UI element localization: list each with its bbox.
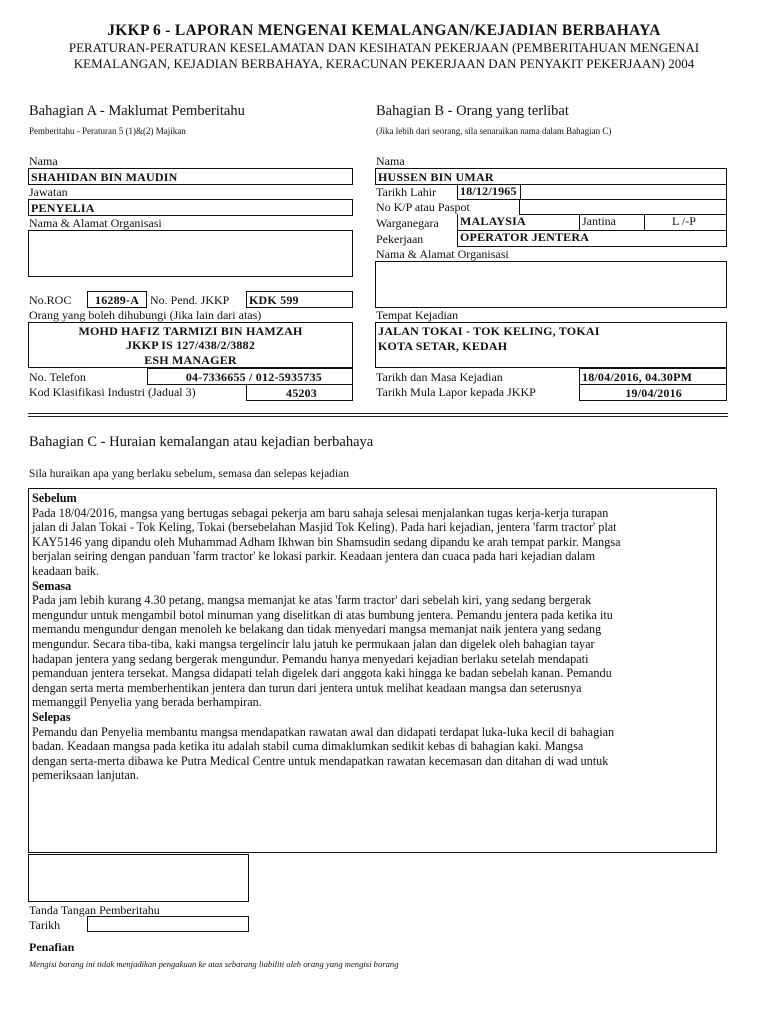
- b-tempat-line1: JALAN TOKAI - TOK KELING, TOKAI: [378, 324, 600, 338]
- section-b-heading: Bahagian B - Orang yang terlibat: [376, 103, 569, 119]
- narrative-line: jalan di Jalan Tokai - Tok Keling, Tokai (bersebelahan Masjid Tok Keling). Pada hari kejadian, jentera 'farm tractor' plat: [32, 520, 617, 535]
- b-nama-label: Nama: [376, 154, 405, 168]
- form-title: JKKP 6 - LAPORAN MENGENAI KEMALANGAN/KEJADIAN BERBAHAYA: [107, 22, 661, 39]
- signature-box[interactable]: [28, 854, 249, 902]
- selepas-heading: Selepas: [32, 709, 71, 724]
- b-lapor-label: Tarikh Mula Lapor kepada JKKP: [376, 385, 536, 399]
- a-kod-field[interactable]: [246, 384, 353, 401]
- a-nama-field[interactable]: [28, 168, 353, 185]
- a-roc-label: No.ROC: [29, 293, 72, 307]
- a-jawatan-field[interactable]: [28, 199, 353, 216]
- a-contact-cert: JKKP IS 127/438/2/3882: [125, 338, 256, 352]
- b-tempat-field[interactable]: [375, 322, 727, 368]
- narrative-line: keadaan baik.: [32, 563, 99, 578]
- selepas-text: [32, 725, 713, 783]
- section-a-note: Pemberitahu - Peraturan 5 (1)&(2) Majikan: [29, 126, 186, 136]
- incident-description-box[interactable]: [28, 488, 717, 853]
- form-subtitle-line1: PERATURAN-PERATURAN KESELAMATAN DAN KESIHATAN PEKERJAAN (PEMBERITAHUAN MENGENAI: [68, 40, 700, 55]
- a-pend-label: No. Pend. JKKP: [150, 293, 230, 307]
- a-jawatan-value: PENYELIA: [31, 201, 95, 215]
- a-org-label: Nama & Alamat Organisasi: [29, 216, 162, 230]
- narrative-line: badan. Keadaan mangsa pada ketika itu adalah stabil cuma dimaklumkan sedikit kebas di bahagian kaki. Mangsa: [32, 739, 584, 754]
- b-kp-label: No K/P atau Paspot: [376, 200, 470, 214]
- b-nama-field[interactable]: [375, 168, 727, 185]
- sebelum-heading: Sebelum: [32, 491, 77, 505]
- section-divider-top: [28, 413, 728, 414]
- b-masa-label: Tarikh dan Masa Kejadian: [376, 370, 503, 384]
- a-roc-field[interactable]: [87, 291, 147, 308]
- b-lapor-field[interactable]: [579, 384, 727, 401]
- sebelum-text: [32, 506, 713, 579]
- a-contact-label: Orang yang boleh dihubungi (Jika lain dari atas): [29, 308, 262, 322]
- b-warga-value: MALAYSIA: [460, 214, 526, 228]
- b-masa-value: 18/04/2016, 04.30PM: [582, 370, 693, 384]
- narrative-line: dengan serta-merta dibawa ke Putra Medical Centre untuk mendapatkan rawatan kecemasan dan ditahan di wad untuk: [32, 753, 609, 768]
- narrative-line: mengundur untuk mengambil botol minuman yang diselitkan di atas bumbung jentera. Pemandu jentera pada ketika itu: [32, 607, 613, 622]
- b-tempat-line2: KOTA SETAR, KEDAH: [378, 339, 508, 353]
- narrative-line: Pemandu dan Penyelia membantu mangsa mendapatkan rawatan awal dan didapati terdapat luka-luka kecil di bahagian: [32, 724, 615, 739]
- narrative-line: berjalan seiring dengan panduan 'farm tractor' ke lokasi parkir. Keadaan jentera dan cuaca pada hari kejadian dalam: [32, 549, 596, 564]
- b-warga-divider: [579, 214, 580, 230]
- narrative-line: memanggil Penyelia yang berada berhampiran.: [32, 695, 262, 710]
- narrative-line: memandu mengundur dengan menoleh ke belakang dan tidak menyedari mangsa memanjat naik jentera yang sedang: [32, 622, 602, 637]
- a-contact-name: MOHD HAFIZ TARMIZI BIN HAMZAH: [78, 324, 303, 338]
- section-b-note: (Jika lebih dari seorang, sila senaraikan nama dalam Bahagian C): [376, 126, 612, 136]
- a-pend-value: KDK 599: [249, 293, 299, 307]
- a-telefon-field[interactable]: [147, 368, 353, 385]
- b-masa-field[interactable]: [579, 368, 727, 385]
- semasa-text: [32, 593, 713, 710]
- b-tempat-label: Tempat Kejadian: [376, 308, 459, 322]
- narrative-line: Pada 18/04/2016, mangsa yang bertugas sebagai pekerja am baru sahaja selesai menjalankan tugas kerja-kerja turapan: [32, 505, 609, 520]
- a-contact-field[interactable]: [28, 322, 353, 368]
- signature-label: Tanda Tangan Pemberitahu: [29, 903, 160, 917]
- a-telefon-label: No. Telefon: [29, 370, 86, 384]
- a-telefon-value: 04-7336655 / 012-5935735: [185, 370, 322, 384]
- b-org-label: Nama & Alamat Organisasi: [376, 247, 509, 261]
- b-kerja-label: Pekerjaan: [376, 232, 424, 246]
- b-jantina-divider: [644, 214, 645, 230]
- b-kerja-field[interactable]: [457, 230, 727, 247]
- semasa-heading: Semasa: [32, 578, 72, 593]
- a-nama-value: SHAHIDAN BIN MAUDIN: [31, 170, 178, 184]
- signature-date-field[interactable]: [87, 916, 249, 932]
- b-warga-field[interactable]: [457, 214, 727, 231]
- a-kod-label: Kod Klasifikasi Industri (Jadual 3): [29, 385, 196, 399]
- narrative-line: mengundur. Secara tiba-tiba, kaki mangsa tergelincir lalu jatuh ke permukaan jalan dan digelek oleh bahagian tayar: [32, 636, 595, 651]
- section-a-heading: Bahagian A - Maklumat Pemberitahu: [29, 103, 245, 119]
- b-jantina-label: Jantina: [582, 214, 616, 228]
- narrative-line: pemanduan jentera tersekat. Mangsa didapati telah digelek dari anggota kaki hingga ke badan sebelah kanan. Pemandu: [32, 666, 612, 681]
- b-jantina-value: L /-P: [672, 214, 696, 228]
- b-org-field[interactable]: [375, 261, 727, 308]
- a-nama-label: Nama: [29, 154, 58, 168]
- b-lahir-cell-divider: [520, 184, 521, 199]
- b-kerja-value: OPERATOR JENTERA: [460, 230, 590, 244]
- b-nama-value: HUSSEN BIN UMAR: [378, 170, 494, 184]
- section-c-instruction: Sila huraikan apa yang berlaku sebelum, semasa dan selepas kejadian: [29, 468, 349, 480]
- disclaimer-heading: Penafian: [29, 940, 75, 954]
- a-org-field[interactable]: [28, 230, 353, 277]
- narrative-line: Pada jam lebih kurang 4.30 petang, mangsa memanjat ke atas 'farm tractor' dari sebelah kiri, yang sedang bergerak: [32, 593, 592, 608]
- a-pend-field[interactable]: [246, 291, 353, 308]
- b-kp-field[interactable]: [519, 199, 727, 215]
- narrative-line: KAY5146 yang dipandu oleh Muhammad Adham Ikhwan bin Shamsudin sedang dipandu ke arah tempat parkir. Mangsa: [32, 534, 621, 549]
- disclaimer-text: Mengisi borang ini tidak menjadikan pengakuan ke atas sebarang liabiliti oleh orang yang mengisi borang: [29, 959, 399, 969]
- signature-date-label: Tarikh: [29, 918, 61, 932]
- narrative-line: hadapan jentera yang sedang bergerak mengundur. Pemandu hanya menyedari kejadian berlaku setelah mendapati: [32, 651, 589, 666]
- narrative-line: dengan serta merta memberhentikan jentera dan turun dari jentera untuk melihat keadaan mangsa dan seterusnya: [32, 680, 582, 695]
- a-roc-value: 16289-A: [95, 293, 140, 307]
- b-lahir-value: 18/12/1965: [460, 184, 517, 198]
- b-lahir-label: Tarikh Lahir: [376, 185, 437, 199]
- a-contact-title: ESH MANAGER: [144, 353, 237, 367]
- form-subtitle-line2: KEMALANGAN, KEJADIAN BERBAHAYA, KERACUNAN PEKERJAAN DAN PENYAKIT PEKERJAAN) 2004: [73, 56, 695, 71]
- b-warga-label: Warganegara: [376, 216, 439, 230]
- narrative-line: pemeriksaan lanjutan.: [32, 768, 139, 783]
- section-divider-bottom: [28, 416, 728, 417]
- section-c-heading: Bahagian C - Huraian kemalangan atau kejadian berbahaya: [29, 434, 374, 450]
- a-kod-value: 45203: [286, 386, 317, 400]
- b-lapor-value: 19/04/2016: [625, 386, 682, 400]
- b-lahir-field[interactable]: [457, 184, 727, 200]
- a-jawatan-label: Jawatan: [29, 185, 68, 199]
